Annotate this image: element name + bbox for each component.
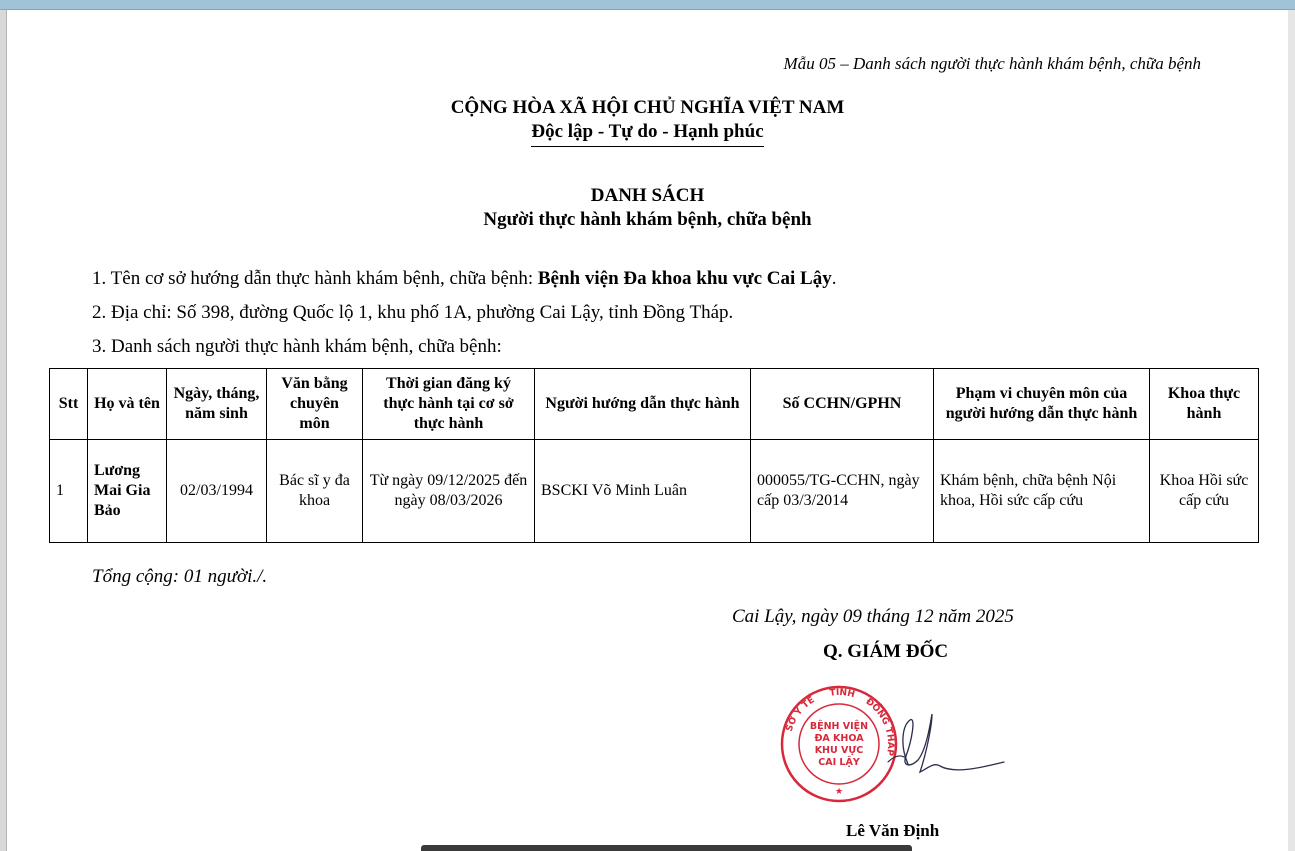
cell-degree: Bác sĩ y đa khoa <box>267 440 363 543</box>
address-line: 2. Địa chỉ: Số 398, đường Quốc lộ 1, khu phố 1A, phường Cai Lậy, tỉnh Đồng Tháp. <box>92 302 734 323</box>
header-name: Họ và tên <box>88 369 167 440</box>
cell-period: Từ ngày 09/12/2025 đến ngày 08/03/2026 <box>363 440 535 543</box>
total-count: Tổng cộng: 01 người./. <box>92 566 268 587</box>
cell-dob: 02/03/1994 <box>167 440 267 543</box>
header-dob: Ngày, tháng, năm sinh <box>167 369 267 440</box>
header-license: Số CCHN/GPHN <box>751 369 934 440</box>
header-instructor: Người hướng dẫn thực hành <box>535 369 751 440</box>
document-subtitle: Người thực hành khám bệnh, chữa bệnh <box>483 209 812 230</box>
motto-wrap <box>0 121 1295 147</box>
header-department: Khoa thực hành <box>1150 369 1259 440</box>
facility-label: 1. Tên cơ sở hướng dẫn thực hành khám bệnh, chữa bệnh: <box>92 268 538 289</box>
cell-instructor: BSCKI Võ Minh Luân <box>535 440 751 543</box>
handwritten-signature <box>870 706 1006 786</box>
svg-text:ĐỒNG THÁP: ĐỒNG THÁP <box>863 696 896 757</box>
form-code: Mẫu 05 – Danh sách người thực hành khám bệnh, chữa bệnh <box>783 54 1201 73</box>
header-stt: Stt <box>50 369 88 440</box>
svg-text:TỈNH: TỈNH <box>829 687 856 701</box>
facility-line <box>92 268 836 290</box>
svg-text:★: ★ <box>834 786 844 796</box>
header-period: Thời gian đăng ký thực hành tại cơ sở thực hành <box>363 369 535 440</box>
cell-department: Khoa Hồi sức cấp cứu <box>1150 440 1259 543</box>
table-row <box>50 440 1259 543</box>
signer-name: Lê Văn Định <box>846 821 940 840</box>
cell-license: 000055/TG-CCHN, ngày cấp 03/3/2014 <box>751 440 934 543</box>
signer-role: Q. GIÁM ĐỐC <box>823 641 949 662</box>
cell-scope: Khám bệnh, chữa bệnh Nội khoa, Hồi sức cấp cứu <box>934 440 1150 543</box>
header-scope: Phạm vi chuyên môn của người hướng dẫn thực hành <box>934 369 1150 440</box>
list-label: 3. Danh sách người thực hành khám bệnh, chữa bệnh: <box>92 336 502 357</box>
horizontal-scrollbar-thumb[interactable] <box>421 845 912 851</box>
nation-heading: CỘNG HÒA XÃ HỘI CHỦ NGHĨA VIỆT NAM <box>450 97 845 118</box>
cell-stt: 1 <box>50 440 88 543</box>
svg-text:SỞ Y TẾ: SỞ Y TẾ <box>784 695 817 733</box>
cell-name: Lương Mai Gia Bảo <box>88 440 167 543</box>
motto: Độc lập - Tự do - Hạnh phúc <box>531 121 763 147</box>
svg-text:BỆNH VIỆNĐA KHOAKHU VỰCCAI LẬY: BỆNH VIỆN ĐA KHOA KHU VỰC CAI LẬY <box>809 721 869 768</box>
practitioner-table <box>49 368 1259 543</box>
place-date: Cai Lậy, ngày 09 tháng 12 năm 2025 <box>732 606 1014 627</box>
header-degree: Văn bằng chuyên môn <box>267 369 363 440</box>
facility-name: Bệnh viện Đa khoa khu vực Cai Lậy <box>537 268 832 289</box>
document-title: DANH SÁCH <box>590 185 705 206</box>
table-header-row <box>50 369 1259 440</box>
window-top-bar <box>0 0 1295 10</box>
facility-end: . <box>831 268 837 289</box>
